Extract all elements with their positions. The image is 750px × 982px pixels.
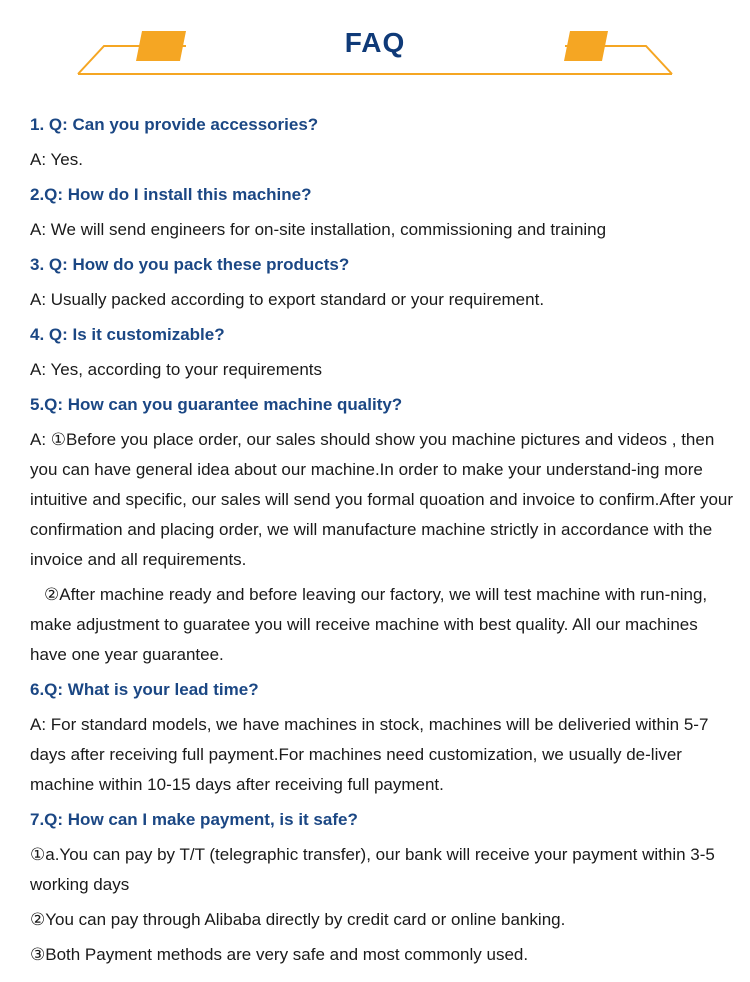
page-title: FAQ — [344, 27, 406, 58]
faq-header — [0, 0, 750, 90]
faq-answer-4: A: Yes, according to your requirements — [30, 360, 322, 379]
faq-answer-2: A: We will send engineers for on-site installation, commissioning and training — [30, 220, 607, 239]
faq-question-2: 2.Q: How do I install this machine? — [30, 185, 312, 204]
faq-question-1: 1. Q: Can you provide accessories? — [30, 115, 319, 134]
faq-answer-5-part-2: ②After machine ready and before leaving our factory, we will test machine with run-ning, make adjustment to guaratee you will receive machine with best quality. All our machines have one year guarantee. — [30, 585, 708, 664]
faq-question-5: 5.Q: How can you guarantee machine quality? — [30, 395, 403, 414]
faq-answer-7-part-2: ②You can pay through Alibaba directly by credit card or online banking. — [30, 910, 566, 929]
faq-answer-3: A: Usually packed according to export standard or your requirement. — [30, 290, 545, 309]
faq-answer-1: A: Yes. — [30, 150, 83, 169]
faq-answer-5-part-1: A: ①Before you place order, our sales should show you machine pictures and videos , then you can have general idea about our machine.In order to make your understand-ing more intuitive and specific, our sales will send you formal quoation and invoice to confirm.After your confirmation and placing order, we will manufacture machine strictly in accordance with the invoice and all requirements. — [30, 430, 734, 569]
faq-answer-7-part-1: ①a.You can pay by T/T (telegraphic transfer), our bank will receive your payment within 3-5 working days — [30, 845, 715, 894]
faq-answer-6: A: For standard models, we have machines in stock, machines will be deliveried within 5-7 days after receiving full payment.For machines need customization, we usually de-liver machine within 10-15 days after receiving full payment. — [30, 715, 709, 794]
faq-question-7: 7.Q: How can I make payment, is it safe? — [30, 810, 358, 829]
faq-list — [30, 110, 734, 975]
faq-question-3: 3. Q: How do you pack these products? — [30, 255, 350, 274]
faq-answer-7-part-3: ③Both Payment methods are very safe and most commonly used. — [30, 945, 529, 964]
faq-question-6: 6.Q: What is your lead time? — [30, 680, 259, 699]
faq-question-4: 4. Q: Is it customizable? — [30, 325, 225, 344]
